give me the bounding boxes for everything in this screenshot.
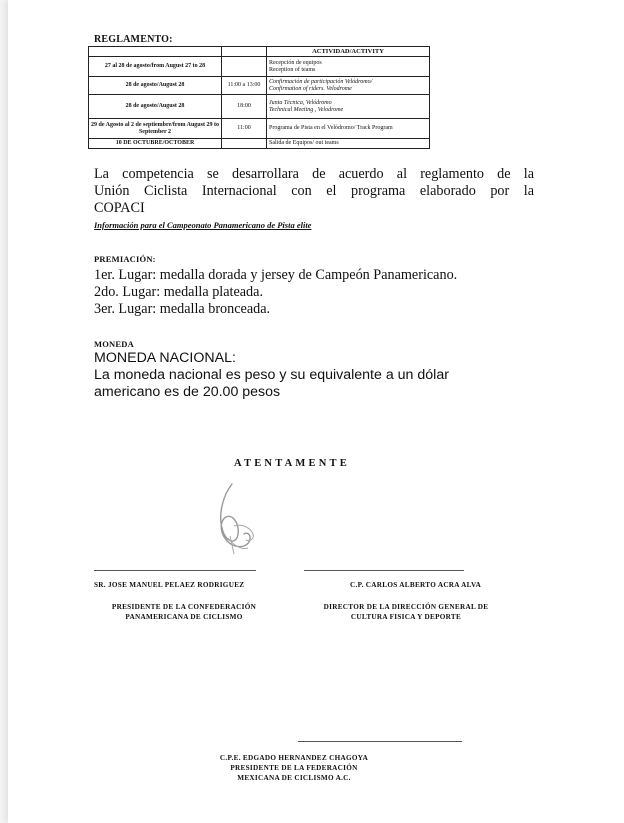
competencia-line: La competencia se desarrollara de acuerdo al reglamento de la <box>94 166 534 182</box>
prize-item: 2do. Lugar: medalla plateada. <box>94 284 263 300</box>
row-time <box>222 57 267 77</box>
document-page <box>8 0 624 823</box>
activity-line: Reception of teams <box>269 66 316 73</box>
header-empty-cell <box>222 47 267 57</box>
row-activity <box>267 77 430 95</box>
signature-scribble <box>204 476 274 566</box>
competencia-line: COPACI <box>94 200 145 216</box>
row-activity <box>267 139 430 149</box>
signatory-title-line: PRESIDENTE DE LA FEDERACIÓN <box>230 764 358 772</box>
activity-line: Technical Meeting , Velodrome <box>269 106 344 113</box>
activity-line: Confirmación de participación Velódromo/ <box>269 78 373 85</box>
competencia-line: Unión Ciclista Internacional con el programa elaborado por la <box>94 183 534 199</box>
signature-line <box>94 570 256 571</box>
moneda-subheading: MONEDA NACIONAL: <box>94 350 236 366</box>
row-time: 11:00 a 13:00 <box>222 77 267 95</box>
table-row <box>89 57 430 77</box>
row-date: 28 de agosto/August 28 <box>89 95 222 119</box>
signatory-title-line: MEXICANA DE CICLISMO A.C. <box>237 774 351 782</box>
prize-item: 1er. Lugar: medalla dorada y jersey de Campeón Panamericano. <box>94 267 458 283</box>
row-time: 18:00 <box>222 95 267 119</box>
reglamento-heading: REGLAMENTO: <box>94 34 173 45</box>
table-row <box>89 119 430 139</box>
signatory-title-line: PRESIDENTE DE LA CONFEDERACIÓN <box>111 603 257 611</box>
signatory-title-line: CULTURA FISICA Y DEPORTE <box>350 613 462 621</box>
table-header-activity: ACTIVIDAD/ACTIVITY <box>267 47 430 57</box>
row-activity <box>267 57 430 77</box>
row-time: 11:00 <box>222 119 267 139</box>
signatory-block <box>194 753 394 783</box>
signature-line <box>304 570 464 571</box>
signatory-name: C.P.E. EDGADO HERNANDEZ CHAGOYA <box>219 754 369 762</box>
signatory-title-line: PANAMERICANA DE CICLISMO <box>125 613 243 621</box>
signature-line <box>298 741 462 742</box>
header-empty-cell <box>89 47 222 57</box>
row-date: 27 al 28 de agosto/from August 27 to 28 <box>89 57 222 77</box>
activity-line: Salida de Equipos/ out teams <box>269 140 339 146</box>
table-row <box>89 139 430 149</box>
row-activity <box>267 119 430 139</box>
activity-line: Junta Técnica, Velódromo <box>269 99 332 106</box>
signatory-name: C.P. CARLOS ALBERTO ACRA ALVA <box>350 581 482 589</box>
row-activity <box>267 95 430 119</box>
competencia-paragraph <box>94 166 534 217</box>
signatory-title <box>94 602 274 622</box>
schedule-table <box>88 46 430 149</box>
moneda-paragraph <box>94 367 449 401</box>
row-date: 10 DE OCTUBRE/OCTOBER <box>89 139 222 149</box>
signatory-title-line: DIRECTOR DE LA DIRECCIÓN GENERAL DE <box>323 603 489 611</box>
row-time <box>222 139 267 149</box>
info-link-text: Información para el Campeonato Panamericano de Pista elite <box>94 220 312 230</box>
premiacion-heading: PREMIACIÓN: <box>94 254 156 264</box>
table-row <box>89 77 430 95</box>
row-date: 28 de agosto/August 28 <box>89 77 222 95</box>
moneda-heading: MONEDA <box>94 339 134 349</box>
activity-line: Programa de Pista en el Velódromo/ Track Program <box>269 125 393 131</box>
table-header-row <box>89 47 430 57</box>
signatory-name: SR. JOSE MANUEL PELAEZ RODRIGUEZ <box>94 581 245 589</box>
activity-line: Confirmation of riders. Velodrome <box>269 85 352 92</box>
moneda-line: La moneda nacional es peso y su equivalente a un dólar <box>94 367 449 383</box>
moneda-line: americano es de 20.00 pesos <box>94 384 281 400</box>
closing-atentamente: ATENTAMENTE <box>234 458 350 469</box>
prize-item: 3er. Lugar: medalla bronceada. <box>94 301 271 317</box>
row-date: 29 de Agosto al 2 de septiembre/from August 29 to September 2 <box>89 119 222 139</box>
signatory-title <box>306 602 506 622</box>
premiacion-list <box>94 267 457 318</box>
activity-line: Recepción de equipos <box>269 59 322 66</box>
table-row <box>89 95 430 119</box>
